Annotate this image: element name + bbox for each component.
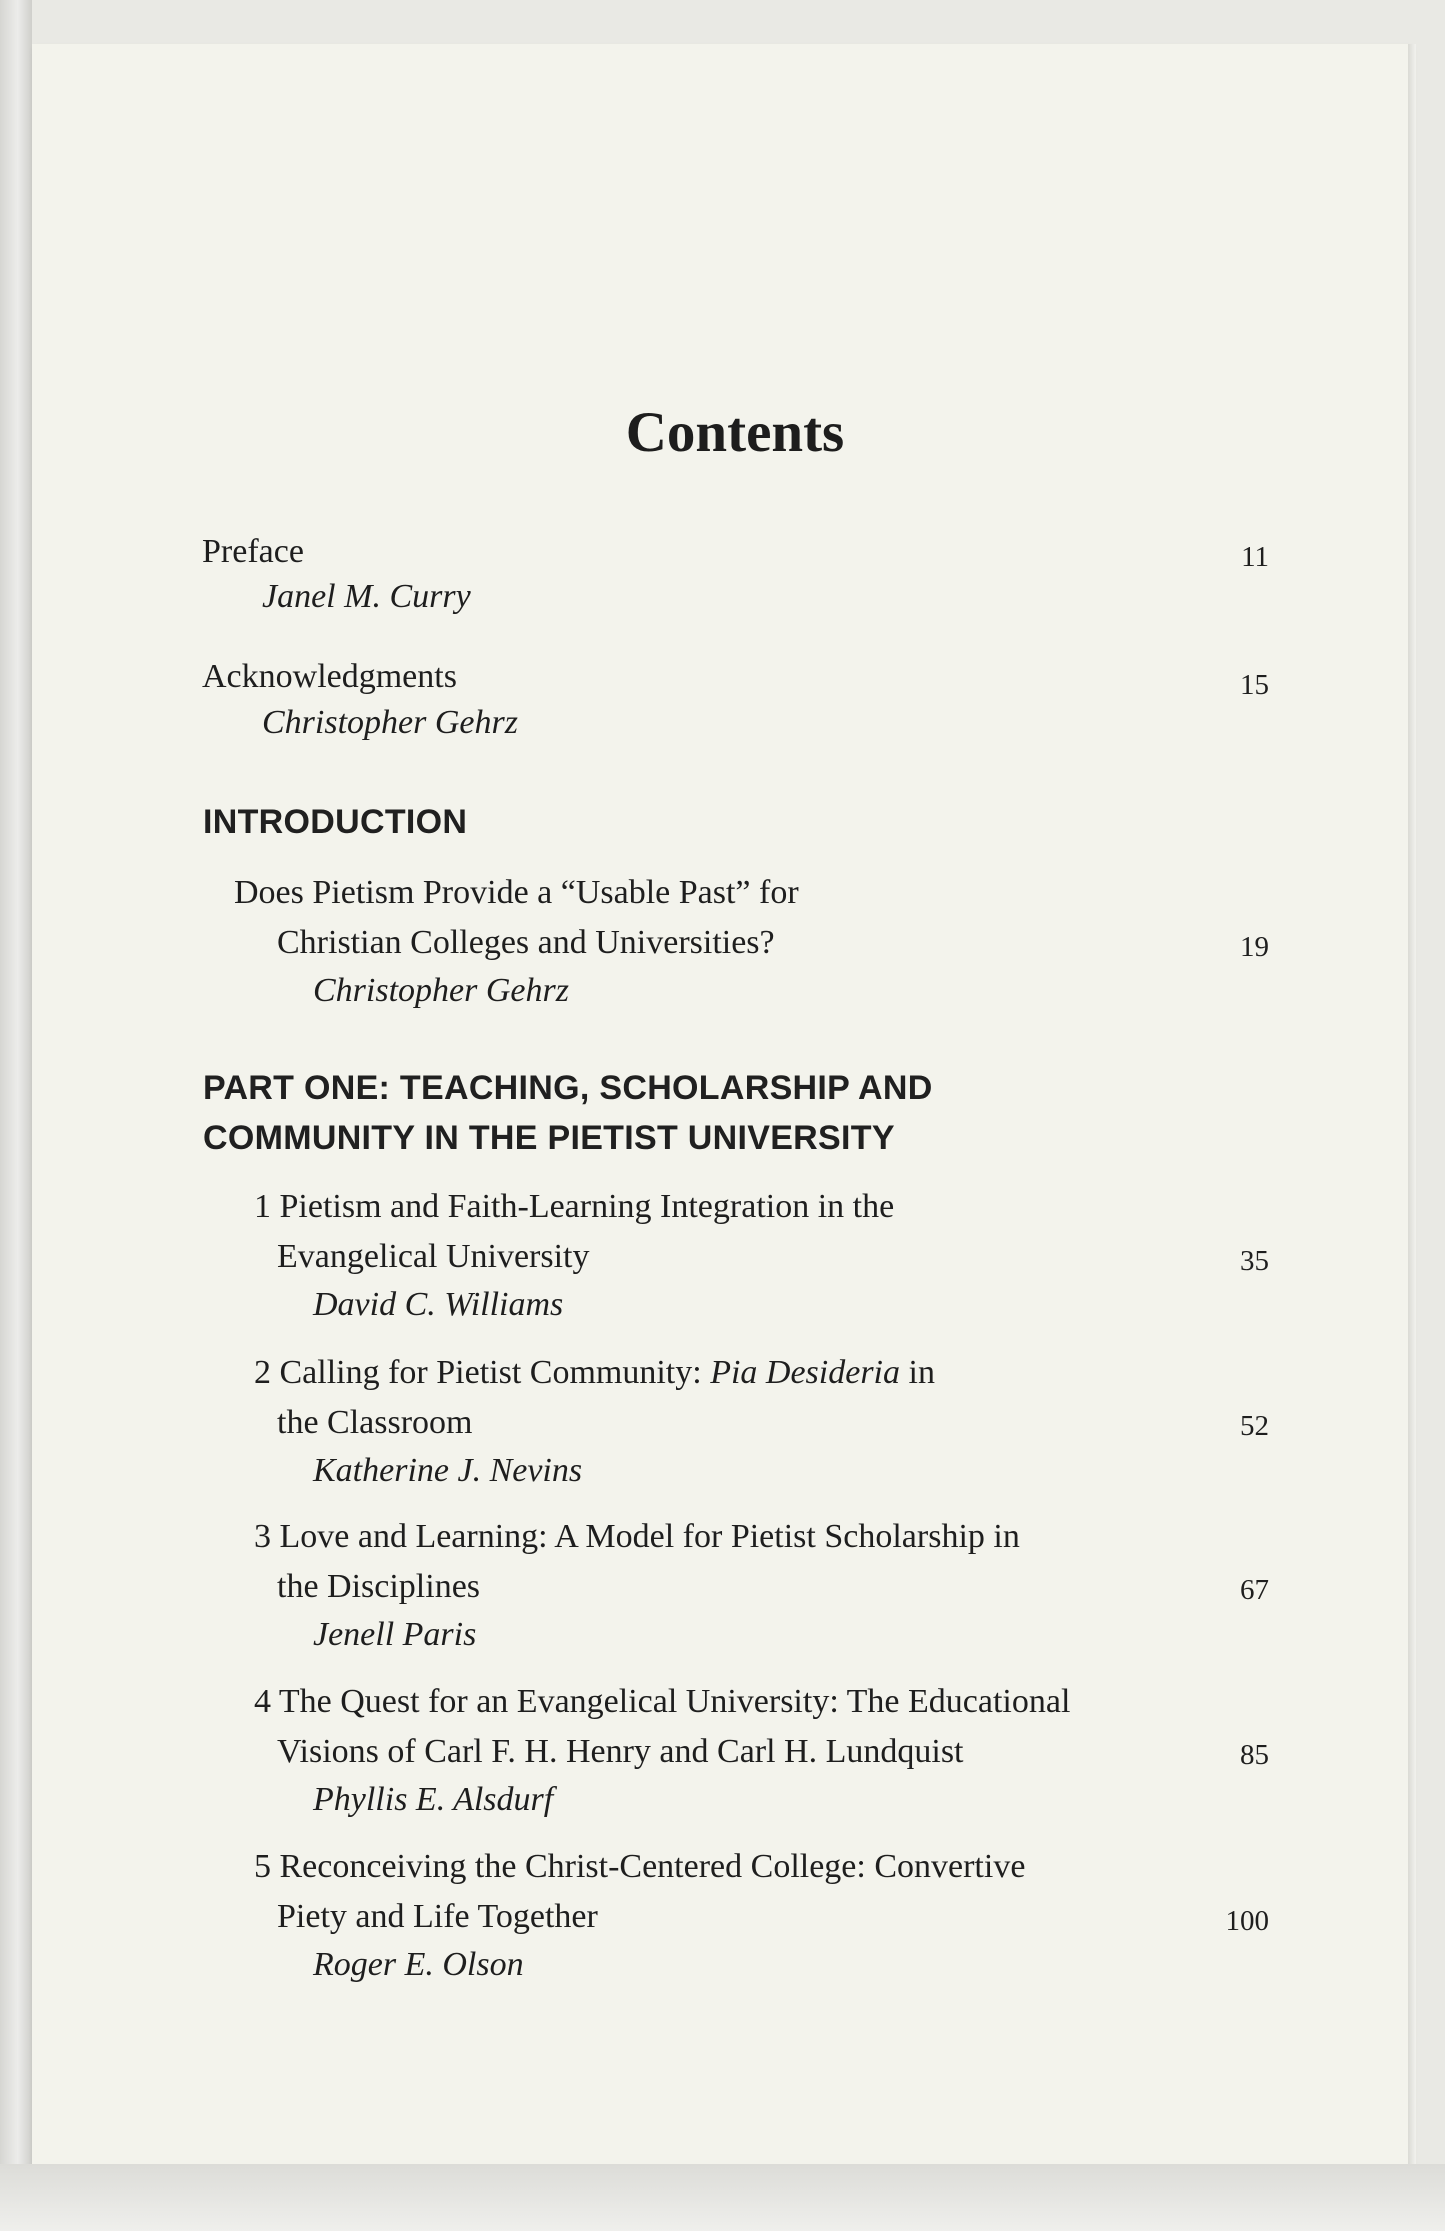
- chapter-title: in: [900, 1354, 935, 1391]
- toc-entry-acknowledgments: Acknowledgments: [202, 658, 457, 695]
- toc-author-chapter-4: Phyllis E. Alsdurf: [313, 1781, 554, 1818]
- toc-page-chapter-2: 52: [1240, 1410, 1269, 1442]
- toc-chapter-3-line1: [254, 1512, 1020, 1562]
- chapter-title: Reconceiving the Christ-Centered College: Convertive: [279, 1848, 1026, 1885]
- chapter-title: Pietism and Faith-Learning Integration in the: [279, 1188, 895, 1225]
- page-edge: [1408, 44, 1416, 2164]
- chapter-number: 4: [254, 1683, 271, 1720]
- book-spine-edge: [0, 0, 32, 2231]
- toc-chapter-4-line2: Visions of Carl F. H. Henry and Carl H. Lundquist: [277, 1733, 964, 1770]
- toc-page-preface: 11: [1241, 541, 1269, 573]
- toc-chapter-2-line2: the Classroom: [277, 1404, 473, 1441]
- toc-chapter-2-line1: [254, 1348, 935, 1398]
- toc-chapter-5-line1: [254, 1842, 1025, 1892]
- toc-author-chapter-3: Jenell Paris: [313, 1616, 477, 1653]
- chapter-number: 1: [254, 1188, 271, 1225]
- toc-author-chapter-2: Katherine J. Nevins: [313, 1452, 583, 1489]
- chapter-number: 2: [254, 1354, 271, 1391]
- chapter-title: Calling for Pietist Community:: [279, 1354, 711, 1391]
- toc-chapter-5-line2: Piety and Life Together: [277, 1898, 598, 1935]
- toc-chapter-1-line1: [254, 1182, 894, 1232]
- toc-entry-introduction-line1: Does Pietism Provide a “Usable Past” for: [234, 874, 799, 911]
- toc-page-chapter-1: 35: [1240, 1245, 1269, 1277]
- toc-page-chapter-5: 100: [1225, 1905, 1269, 1937]
- toc-chapter-1-line2: Evangelical University: [277, 1238, 590, 1275]
- chapter-title-italic: Pia Desideria: [710, 1354, 900, 1391]
- section-heading-part-one-line1: PART ONE: TEACHING, SCHOLARSHIP AND: [203, 1069, 933, 1107]
- toc-author-chapter-1: David C. Williams: [313, 1286, 564, 1323]
- background-surface: [0, 2164, 1445, 2231]
- chapter-number: 3: [254, 1518, 271, 1555]
- toc-chapter-3-line2: the Disciplines: [277, 1568, 481, 1605]
- toc-author-preface: Janel M. Curry: [262, 578, 471, 615]
- chapter-title: The Quest for an Evangelical University: The Educational: [278, 1683, 1071, 1720]
- section-heading-introduction: INTRODUCTION: [203, 803, 468, 841]
- toc-author-introduction: Christopher Gehrz: [313, 972, 569, 1009]
- toc-entry-introduction-line2: Christian Colleges and Universities?: [277, 924, 775, 961]
- toc-page-introduction: 19: [1240, 931, 1269, 963]
- toc-page-acknowledgments: 15: [1240, 669, 1269, 701]
- contents-title: Contents: [625, 401, 845, 464]
- toc-author-acknowledgments: Christopher Gehrz: [262, 704, 518, 741]
- toc-author-chapter-5: Roger E. Olson: [313, 1946, 524, 1983]
- section-heading-part-one-line2: COMMUNITY IN THE PIETIST UNIVERSITY: [203, 1119, 895, 1157]
- toc-page-chapter-3: 67: [1240, 1574, 1269, 1606]
- chapter-number: 5: [254, 1848, 271, 1885]
- toc-page-chapter-4: 85: [1240, 1739, 1269, 1771]
- toc-entry-preface: Preface: [202, 533, 304, 570]
- chapter-title: Love and Learning: A Model for Pietist Scholarship in: [279, 1518, 1020, 1555]
- toc-chapter-4-line1: [254, 1677, 1070, 1727]
